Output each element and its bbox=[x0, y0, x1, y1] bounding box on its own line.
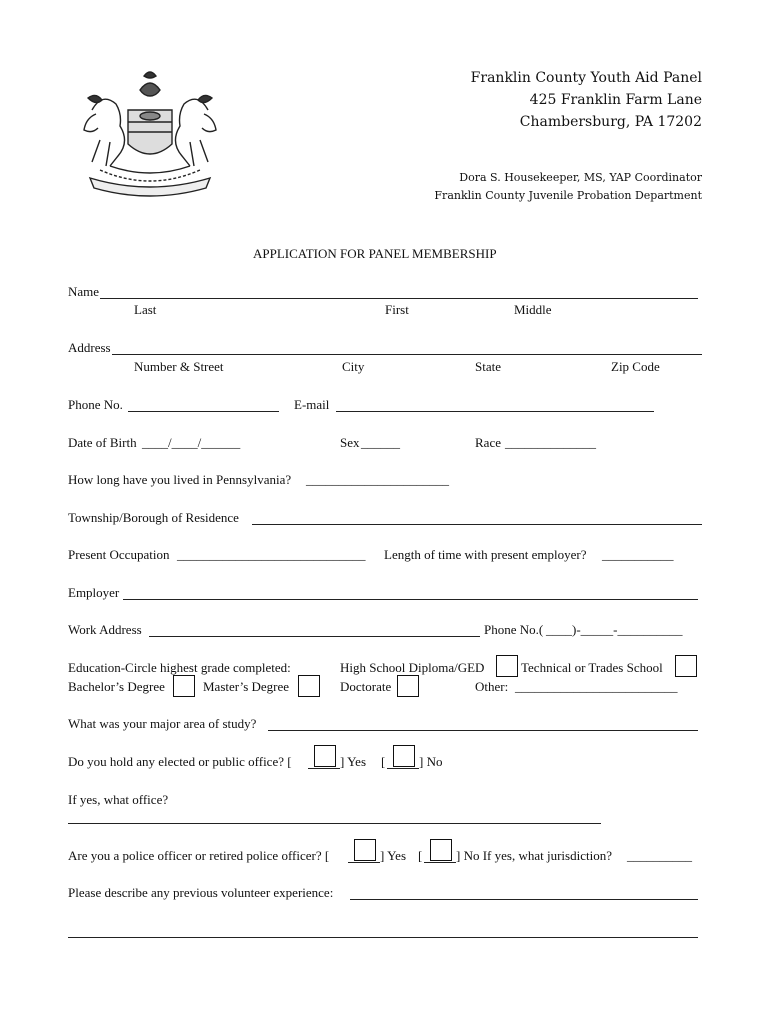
address-sub-zip: Zip Code bbox=[611, 359, 660, 374]
org-city-state-zip: Chambersburg, PA 17202 bbox=[519, 114, 702, 130]
work-address-field[interactable] bbox=[149, 636, 480, 637]
volunteer-question: Please describe any previous volunteer experience: bbox=[68, 885, 334, 900]
edu-tech-label: Technical or Trades School bbox=[521, 660, 663, 675]
edu-master-checkbox[interactable] bbox=[298, 675, 320, 697]
police-jurisdiction-field[interactable]: __________ bbox=[627, 848, 692, 863]
pa-question: How long have you lived in Pennsylvania? bbox=[68, 472, 292, 487]
work-phone-label: Phone No.( bbox=[484, 622, 544, 637]
address-sub-city: City bbox=[342, 359, 365, 374]
work-phone-field[interactable]: ____)-_____-__________ bbox=[546, 622, 683, 637]
email-label: E-mail bbox=[294, 397, 330, 412]
township-field[interactable] bbox=[252, 524, 702, 525]
sex-field[interactable]: ______ bbox=[361, 435, 400, 450]
name-sub-last: Last bbox=[134, 302, 157, 317]
ifyes-office-field[interactable] bbox=[68, 823, 601, 824]
police-no-checkbox[interactable] bbox=[430, 839, 452, 861]
coordinator-line: Dora S. Housekeeper, MS, YAP Coordinator bbox=[459, 171, 702, 184]
office-question: Do you hold any elected or public office? [ bbox=[68, 754, 292, 769]
address-label: Address bbox=[68, 340, 111, 355]
phone-field[interactable] bbox=[128, 411, 279, 412]
office-yes-underline bbox=[308, 768, 340, 769]
work-address-label: Work Address bbox=[68, 622, 142, 637]
office-no-checkbox[interactable] bbox=[393, 745, 415, 767]
volunteer-field-2[interactable] bbox=[68, 937, 698, 938]
police-yes-checkbox[interactable] bbox=[354, 839, 376, 861]
org-name: Franklin County Youth Aid Panel bbox=[470, 70, 702, 86]
edu-bachelor-checkbox[interactable] bbox=[173, 675, 195, 697]
office-yes-label: ] Yes bbox=[340, 754, 367, 769]
pennsylvania-seal bbox=[70, 70, 230, 200]
name-sub-middle: Middle bbox=[514, 302, 552, 317]
address-field[interactable] bbox=[112, 354, 702, 355]
dob-label: Date of Birth bbox=[68, 435, 137, 450]
edu-other-field[interactable]: _________________________ bbox=[515, 679, 678, 694]
police-no-bracket: [ bbox=[418, 848, 423, 863]
edu-doctorate-label: Doctorate bbox=[340, 679, 392, 694]
office-no-label: ] No bbox=[419, 754, 443, 769]
police-no-underline bbox=[424, 862, 456, 863]
police-no-label: ] No If yes, what jurisdiction? bbox=[456, 848, 612, 863]
org-street: 425 Franklin Farm Lane bbox=[529, 92, 702, 108]
dob-field[interactable]: ____/____/______ bbox=[142, 435, 241, 450]
office-yes-checkbox[interactable] bbox=[314, 745, 336, 767]
major-question: What was your major area of study? bbox=[68, 716, 257, 731]
township-label: Township/Borough of Residence bbox=[68, 510, 239, 525]
pa-field[interactable]: ______________________ bbox=[306, 472, 449, 487]
email-field[interactable] bbox=[336, 411, 654, 412]
name-field[interactable] bbox=[100, 298, 698, 299]
major-field[interactable] bbox=[268, 730, 698, 731]
office-no-underline bbox=[387, 768, 419, 769]
sex-label: Sex bbox=[340, 435, 360, 450]
edu-hs-label: High School Diploma/GED bbox=[340, 660, 485, 675]
phone-label: Phone No. bbox=[68, 397, 123, 412]
race-field[interactable]: ______________ bbox=[505, 435, 596, 450]
employer-label: Employer bbox=[68, 585, 120, 600]
edu-tech-checkbox[interactable] bbox=[675, 655, 697, 677]
ifyes-office-label: If yes, what office? bbox=[68, 792, 169, 807]
education-label: Education-Circle highest grade completed: bbox=[68, 660, 291, 675]
form-title: APPLICATION FOR PANEL MEMBERSHIP bbox=[253, 246, 497, 261]
employer-time-label: Length of time with present employer? bbox=[384, 547, 587, 562]
address-sub-street: Number & Street bbox=[134, 359, 224, 374]
police-yes-underline bbox=[348, 862, 380, 863]
race-label: Race bbox=[475, 435, 501, 450]
employer-field[interactable] bbox=[123, 599, 698, 600]
occupation-field[interactable]: _____________________________ bbox=[177, 547, 366, 562]
edu-doctorate-checkbox[interactable] bbox=[397, 675, 419, 697]
office-no-bracket: [ bbox=[381, 754, 386, 769]
police-question: Are you a police officer or retired police officer? [ bbox=[68, 848, 330, 863]
edu-master-label: Master’s Degree bbox=[203, 679, 290, 694]
edu-other-label: Other: bbox=[475, 679, 509, 694]
name-label: Name bbox=[68, 284, 100, 299]
name-sub-first: First bbox=[385, 302, 409, 317]
edu-bachelor-label: Bachelor’s Degree bbox=[68, 679, 165, 694]
occupation-label: Present Occupation bbox=[68, 547, 170, 562]
volunteer-field-1[interactable] bbox=[350, 899, 698, 900]
employer-time-field[interactable]: ___________ bbox=[602, 547, 674, 562]
address-sub-state: State bbox=[475, 359, 501, 374]
police-yes-label: ] Yes bbox=[380, 848, 407, 863]
department-line: Franklin County Juvenile Probation Department bbox=[434, 189, 702, 202]
edu-hs-checkbox[interactable] bbox=[496, 655, 518, 677]
